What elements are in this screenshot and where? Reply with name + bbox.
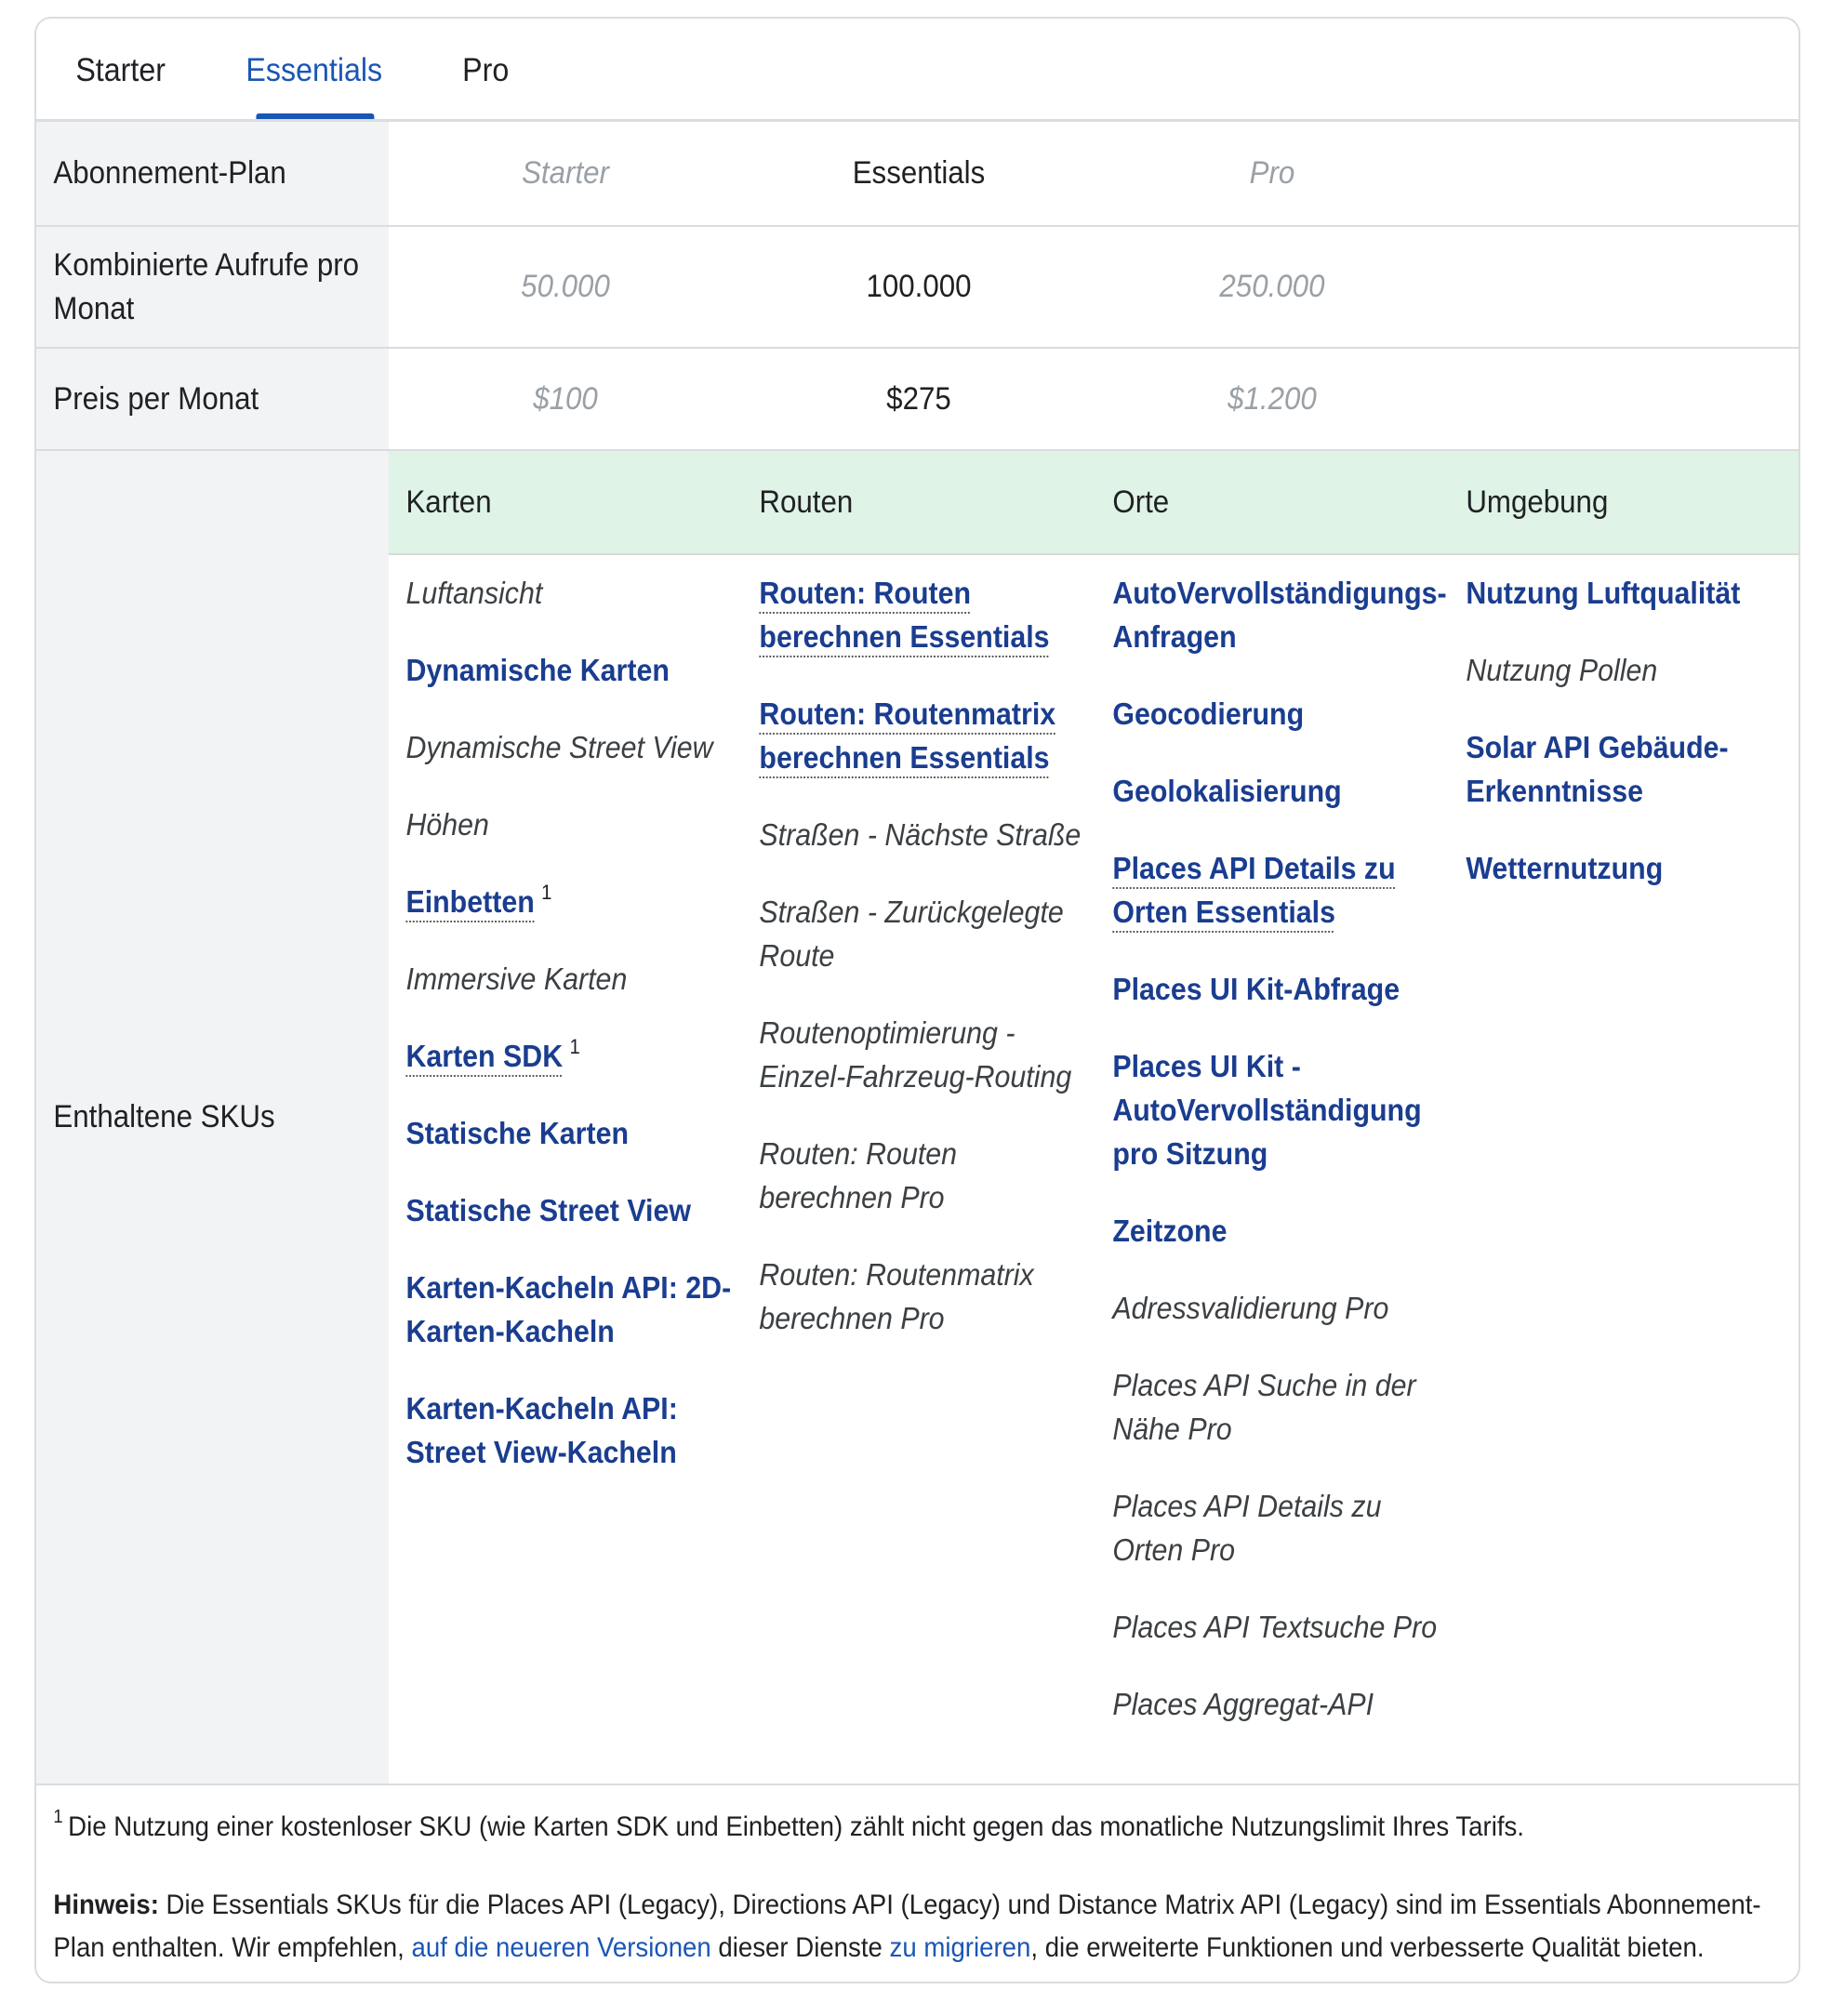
- footnotes: [36, 1784, 1799, 1970]
- note: [53, 1884, 1781, 1970]
- sku-link[interactable]: [1112, 1044, 1441, 1175]
- sku-label[interactable]: Statische Street View: [405, 1193, 692, 1227]
- sku-item: [405, 957, 735, 1001]
- row-label: Kombinierte Aufrufe pro Monat: [36, 227, 389, 347]
- sku-link[interactable]: [405, 1188, 735, 1232]
- sku-label[interactable]: Karten SDK: [405, 1039, 564, 1073]
- pricing-card: [34, 17, 1800, 1983]
- sku-item: [405, 571, 735, 615]
- row-price: [36, 349, 1799, 451]
- category-karten: Karten: [405, 484, 492, 520]
- sku-label: Routen: Routen berechnen Pro: [759, 1136, 958, 1214]
- sku-link[interactable]: [405, 1034, 735, 1078]
- footnote: [53, 1806, 1781, 1849]
- sku-link[interactable]: [405, 1266, 735, 1353]
- sku-label[interactable]: Places API Details zu Orten Essentials: [1112, 851, 1396, 929]
- sku-label[interactable]: Solar API Gebäude-Erkenntnisse: [1466, 730, 1729, 808]
- value-pro: Pro: [1249, 155, 1295, 191]
- sku-item: [759, 1253, 1088, 1340]
- sku-link[interactable]: [1112, 1209, 1441, 1253]
- sku-label[interactable]: Wetternutzung: [1466, 851, 1664, 885]
- sku-label: Höhen: [405, 807, 489, 842]
- value-pro: 250.000: [1219, 269, 1325, 304]
- value-starter: $100: [533, 380, 598, 417]
- sku-label[interactable]: Karten-Kacheln API: Street View-Kacheln: [405, 1391, 678, 1469]
- sku-list-routen: [742, 555, 1095, 1784]
- note-label: Hinweis:: [53, 1890, 159, 1920]
- footnote-text: Die Nutzung einer kostenloser SKU (wie Karten SDK und Einbetten) zählt nicht gegen das monatliche Nutzungslimit Ihres Tarifs.: [68, 1811, 1524, 1842]
- sku-label[interactable]: Karten-Kacheln API: 2D-Karten-Kacheln: [405, 1270, 732, 1348]
- row-skus: [36, 451, 1799, 1784]
- sku-item: [1112, 1682, 1441, 1726]
- sku-item: [759, 813, 1088, 856]
- sku-link[interactable]: [1466, 846, 1795, 890]
- sku-list-karten: [389, 555, 742, 1784]
- sku-label[interactable]: Places UI Kit - AutoVervollständigung pro Sitzung: [1112, 1049, 1422, 1171]
- sku-item: [1112, 1286, 1441, 1330]
- sku-category-header: [389, 451, 1800, 555]
- sku-label[interactable]: Places UI Kit-Abfrage: [1112, 972, 1400, 1006]
- sku-label: Immersive Karten: [405, 962, 628, 996]
- sku-label: Adressvalidierung Pro: [1112, 1291, 1389, 1325]
- sku-label: Dynamische Street View: [405, 730, 713, 764]
- sku-item: [759, 890, 1088, 977]
- sku-link[interactable]: [405, 1386, 735, 1474]
- sku-item: [1112, 1363, 1441, 1451]
- sku-label: Luftansicht: [405, 576, 543, 610]
- category-routen: Routen: [759, 484, 854, 520]
- newer-versions-link[interactable]: auf die neueren Versionen: [411, 1932, 711, 1963]
- sku-label: Nutzung Pollen: [1466, 653, 1658, 687]
- active-tab-indicator: [256, 113, 374, 119]
- row-label: Abonnement-Plan: [36, 122, 389, 225]
- sku-label[interactable]: Einbetten: [405, 884, 535, 919]
- sku-label[interactable]: Zeitzone: [1112, 1214, 1228, 1248]
- row-plan: [36, 122, 1799, 227]
- migrate-link[interactable]: zu migrieren: [889, 1932, 1031, 1963]
- sku-label: Places API Textsuche Pro: [1112, 1610, 1438, 1644]
- footnote-marker: 1: [569, 1035, 580, 1058]
- category-umgebung: Umgebung: [1466, 484, 1609, 520]
- sku-label[interactable]: Routen: Routenmatrix berechnen Essentials: [759, 696, 1056, 775]
- sku-list-orte: [1095, 555, 1449, 1784]
- sku-label: Straßen - Zurückgelegte Route: [759, 895, 1064, 973]
- tab-starter[interactable]: Starter: [75, 52, 166, 88]
- sku-label: Places API Details zu Orten Pro: [1112, 1489, 1382, 1567]
- footnote-marker: 1: [541, 881, 552, 904]
- sku-link[interactable]: [405, 880, 735, 923]
- row-calls: [36, 227, 1799, 349]
- sku-label[interactable]: Statische Karten: [405, 1116, 630, 1150]
- sku-label[interactable]: Geocodierung: [1112, 696, 1305, 731]
- plan-tabs: [36, 19, 1799, 122]
- value-essentials: Essentials: [852, 155, 986, 191]
- sku-item: [1466, 648, 1795, 692]
- sku-item: [1112, 1605, 1441, 1649]
- tab-pro[interactable]: Pro: [462, 52, 510, 88]
- sku-link[interactable]: [1466, 571, 1795, 615]
- sku-label: Places API Suche in der Nähe Pro: [1112, 1368, 1416, 1446]
- note-text: Die Essentials SKUs für die Places API (Legacy), Directions API (Legacy) und Distance Matrix API (Legacy) sind im Essentials Abonnement-Plan enthalten. Wir empfehlen,: [53, 1890, 1761, 1963]
- value-starter: Starter: [522, 155, 609, 191]
- sku-list-umgebung: [1449, 555, 1800, 1784]
- sku-link[interactable]: [1112, 692, 1441, 736]
- sku-label: Routen: Routenmatrix berechnen Pro: [759, 1257, 1034, 1335]
- sku-link[interactable]: [759, 571, 1088, 658]
- footnote-marker: 1: [53, 1807, 63, 1827]
- sku-item: [1112, 1484, 1441, 1572]
- note-text: , die erweiterte Funktionen und verbesserte Qualität bieten.: [1030, 1932, 1705, 1963]
- sku-item: [759, 1132, 1088, 1219]
- note-text: dieser Dienste: [710, 1932, 890, 1963]
- row-label: Enthaltene SKUs: [36, 451, 389, 1784]
- sku-label[interactable]: Nutzung Luftqualität: [1466, 576, 1741, 610]
- sku-link[interactable]: [759, 692, 1088, 779]
- category-orte: Orte: [1112, 484, 1170, 520]
- sku-label: Straßen - Nächste Straße: [759, 817, 1082, 852]
- sku-link[interactable]: [405, 1111, 735, 1155]
- sku-link[interactable]: [1112, 571, 1447, 658]
- sku-label[interactable]: Geolokalisierung: [1112, 774, 1342, 808]
- sku-link[interactable]: [1112, 769, 1441, 813]
- sku-link[interactable]: [1466, 725, 1795, 813]
- sku-label: Routenoptimierung - Einzel-Fahrzeug-Routing: [759, 1015, 1072, 1094]
- sku-item: [759, 1011, 1088, 1098]
- sku-lists: [389, 555, 1800, 1784]
- value-essentials: $275: [886, 380, 951, 417]
- sku-label: Places Aggregat-API: [1112, 1687, 1374, 1721]
- sku-label[interactable]: Routen: Routen berechnen Essentials: [759, 576, 1050, 654]
- tab-essentials[interactable]: Essentials: [246, 52, 383, 88]
- sku-label[interactable]: Dynamische Karten: [405, 653, 670, 687]
- sku-link[interactable]: [405, 648, 735, 692]
- sku-link[interactable]: [1112, 846, 1441, 934]
- sku-label[interactable]: AutoVervollständigungs-Anfragen: [1112, 576, 1447, 654]
- value-starter: 50.000: [521, 269, 610, 304]
- row-label: Preis per Monat: [36, 349, 389, 449]
- sku-item: [405, 802, 735, 846]
- value-essentials: 100.000: [866, 269, 972, 304]
- sku-link[interactable]: [1112, 967, 1441, 1011]
- sku-item: [405, 725, 735, 769]
- value-pro: $1.200: [1228, 380, 1317, 417]
